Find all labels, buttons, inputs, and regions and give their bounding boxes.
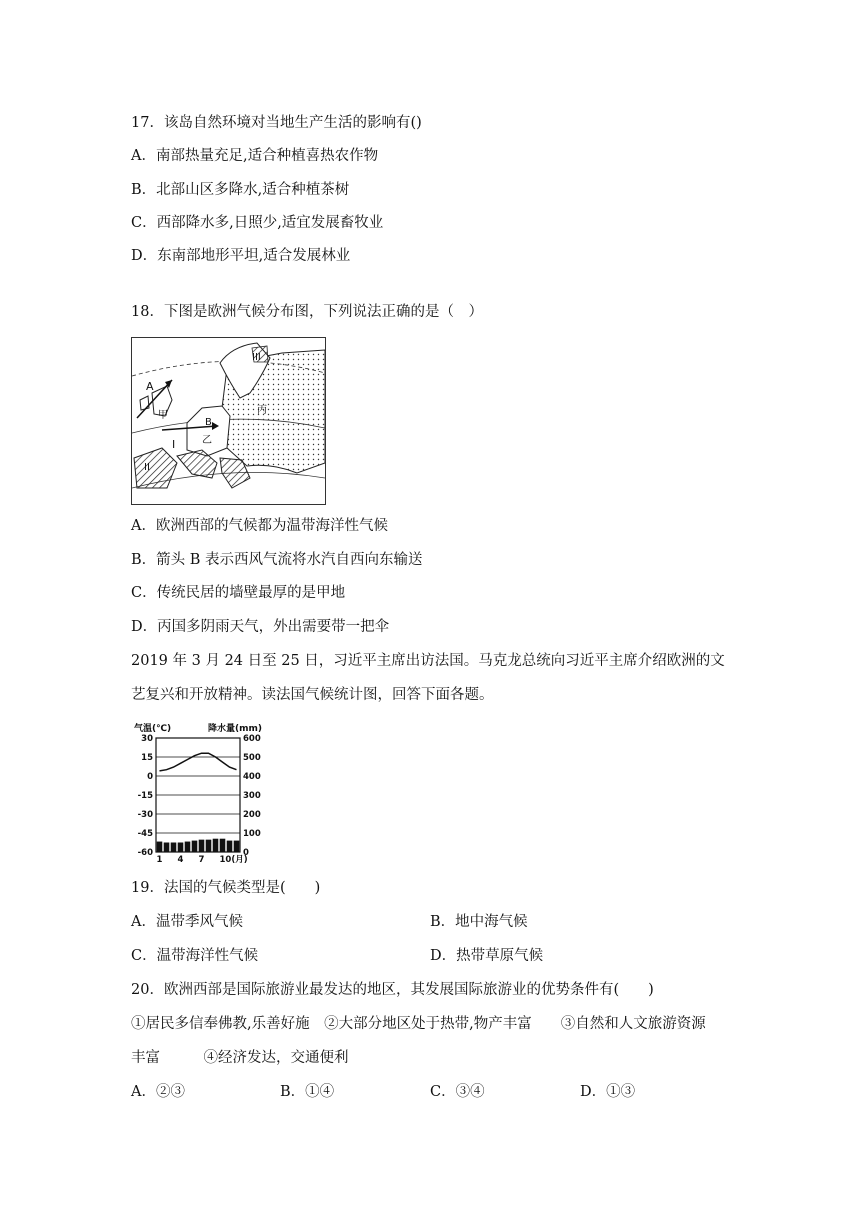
precipitation-tick-label: 200 [243,810,261,820]
q18-stem: 18．下图是欧洲气候分布图，下列说法正确的是（ ） [131,304,483,320]
q18-option-a: A．欧洲西部的气候都为温带海洋性气候 [131,518,388,534]
q20-option-a: A．②③ [131,1084,185,1100]
month-tick-label: 7 [198,855,205,865]
precipitation-tick-label: 300 [243,791,261,801]
precipitation-bar [157,842,163,852]
q20-stem: 20．欧洲西部是国际旅游业最发达的地区，其发展国际旅游业的优势条件有( ) [131,982,654,998]
temperature-tick-label: 15 [141,753,153,763]
chart-left-axis-label: 气温(℃) [134,724,172,734]
precipitation-bar [213,839,219,852]
precipitation-bar [199,840,205,852]
q19-option-b: B．地中海气候 [430,914,528,930]
map-label-a: A [146,380,154,393]
q18-option-d: D．丙国多阴雨天气，外出需要带一把伞 [131,619,390,635]
temperature-line [160,753,237,771]
q17-stem: 17．该岛自然环境对当地生产生活的影响有() [131,115,422,131]
precipitation-bars [157,839,240,852]
month-tick-label: 4 [177,855,184,865]
q19-option-a: A．温带季风气候 [131,914,243,930]
precipitation-tick-label: 0 [243,848,249,858]
precipitation-bar [234,841,240,852]
temperature-tick-label: -30 [137,810,153,820]
q20-option-b: B．①④ [280,1084,335,1100]
temperature-tick-label: -60 [137,848,153,858]
iberia-mediterranean-region [134,448,177,488]
precipitation-tick-label: 600 [243,734,261,744]
q19-option-c: C．温带海洋性气候 [131,948,259,964]
q18-option-c: C．传统民居的墙壁最厚的是甲地 [131,585,346,601]
month-tick-label: 1 [156,855,163,865]
q20-option-d: D．①③ [580,1084,636,1100]
month-tick-label: 10(月) [219,855,248,865]
q17-option-b: B．北部山区多降水,适合种植茶树 [131,182,350,198]
temperature-tick-label: -15 [137,791,153,801]
map-label-iii: III [252,352,261,363]
q20-option-c: C．③④ [430,1084,485,1100]
q17-option-d: D．东南部地形平坦,适合发展林业 [131,248,351,264]
q20-statements-line-1: ①居民多信奉佛教,乐善好施 ②大部分地区处于热带,物产丰富 ③自然和人文旅游资源 [131,1016,706,1032]
europe-climate-map-figure [132,338,325,504]
temperature-tick-label: 30 [141,734,153,744]
map-label-bing: 丙 [257,405,267,416]
precipitation-bar [171,843,177,853]
map-label-i: I [172,438,176,451]
chart-right-axis-label: 降水量(mm) [208,724,262,734]
temperature-tick-label: -45 [137,829,153,839]
europe-climate-map [131,337,326,505]
precipitation-bar [220,839,226,852]
temperature-tick-label: 0 [147,772,153,782]
france-climate-chart-svg [120,720,280,865]
western-europe-land [187,406,230,456]
precipitation-bar [206,840,212,852]
q19-stem: 19．法国的气候类型是( ) [131,880,321,896]
q18-option-b: B．箭头 B 表示西风气流将水汽自西向东输送 [131,552,423,568]
q20-statements-line-2: 丰富 ④经济发达，交通便利 [131,1050,349,1066]
q17-option-c: C．西部降水多,日照少,适宜发展畜牧业 [131,215,384,231]
france-climate-chart [120,720,280,865]
intro-line-2: 艺复兴和开放精神。读法国气候统计图，回答下面各题。 [131,687,494,703]
q17-option-a: A．南部热量充足,适合种植喜热农作物 [131,148,379,164]
precipitation-bar [178,843,184,853]
map-label-ii: II [144,462,150,473]
chart-x-ticks [157,855,248,865]
ireland-land [140,396,149,410]
map-label-jia: 甲 [158,410,168,421]
precipitation-tick-label: 400 [243,772,261,782]
precipitation-bar [227,841,233,852]
precipitation-tick-label: 500 [243,753,261,763]
precipitation-tick-label: 100 [243,829,261,839]
q19-option-d: D．热带草原气候 [430,948,544,964]
precipitation-bar [192,841,198,852]
intro-line-1: 2019 年 3 月 24 日至 25 日，习近平主席出访法国。马克龙总统向习近平主席介绍欧洲的文 [131,653,725,669]
map-label-b: B [205,417,212,428]
precipitation-bar [185,842,191,852]
map-label-yi: 乙 [202,435,212,446]
precipitation-bar [164,843,170,853]
